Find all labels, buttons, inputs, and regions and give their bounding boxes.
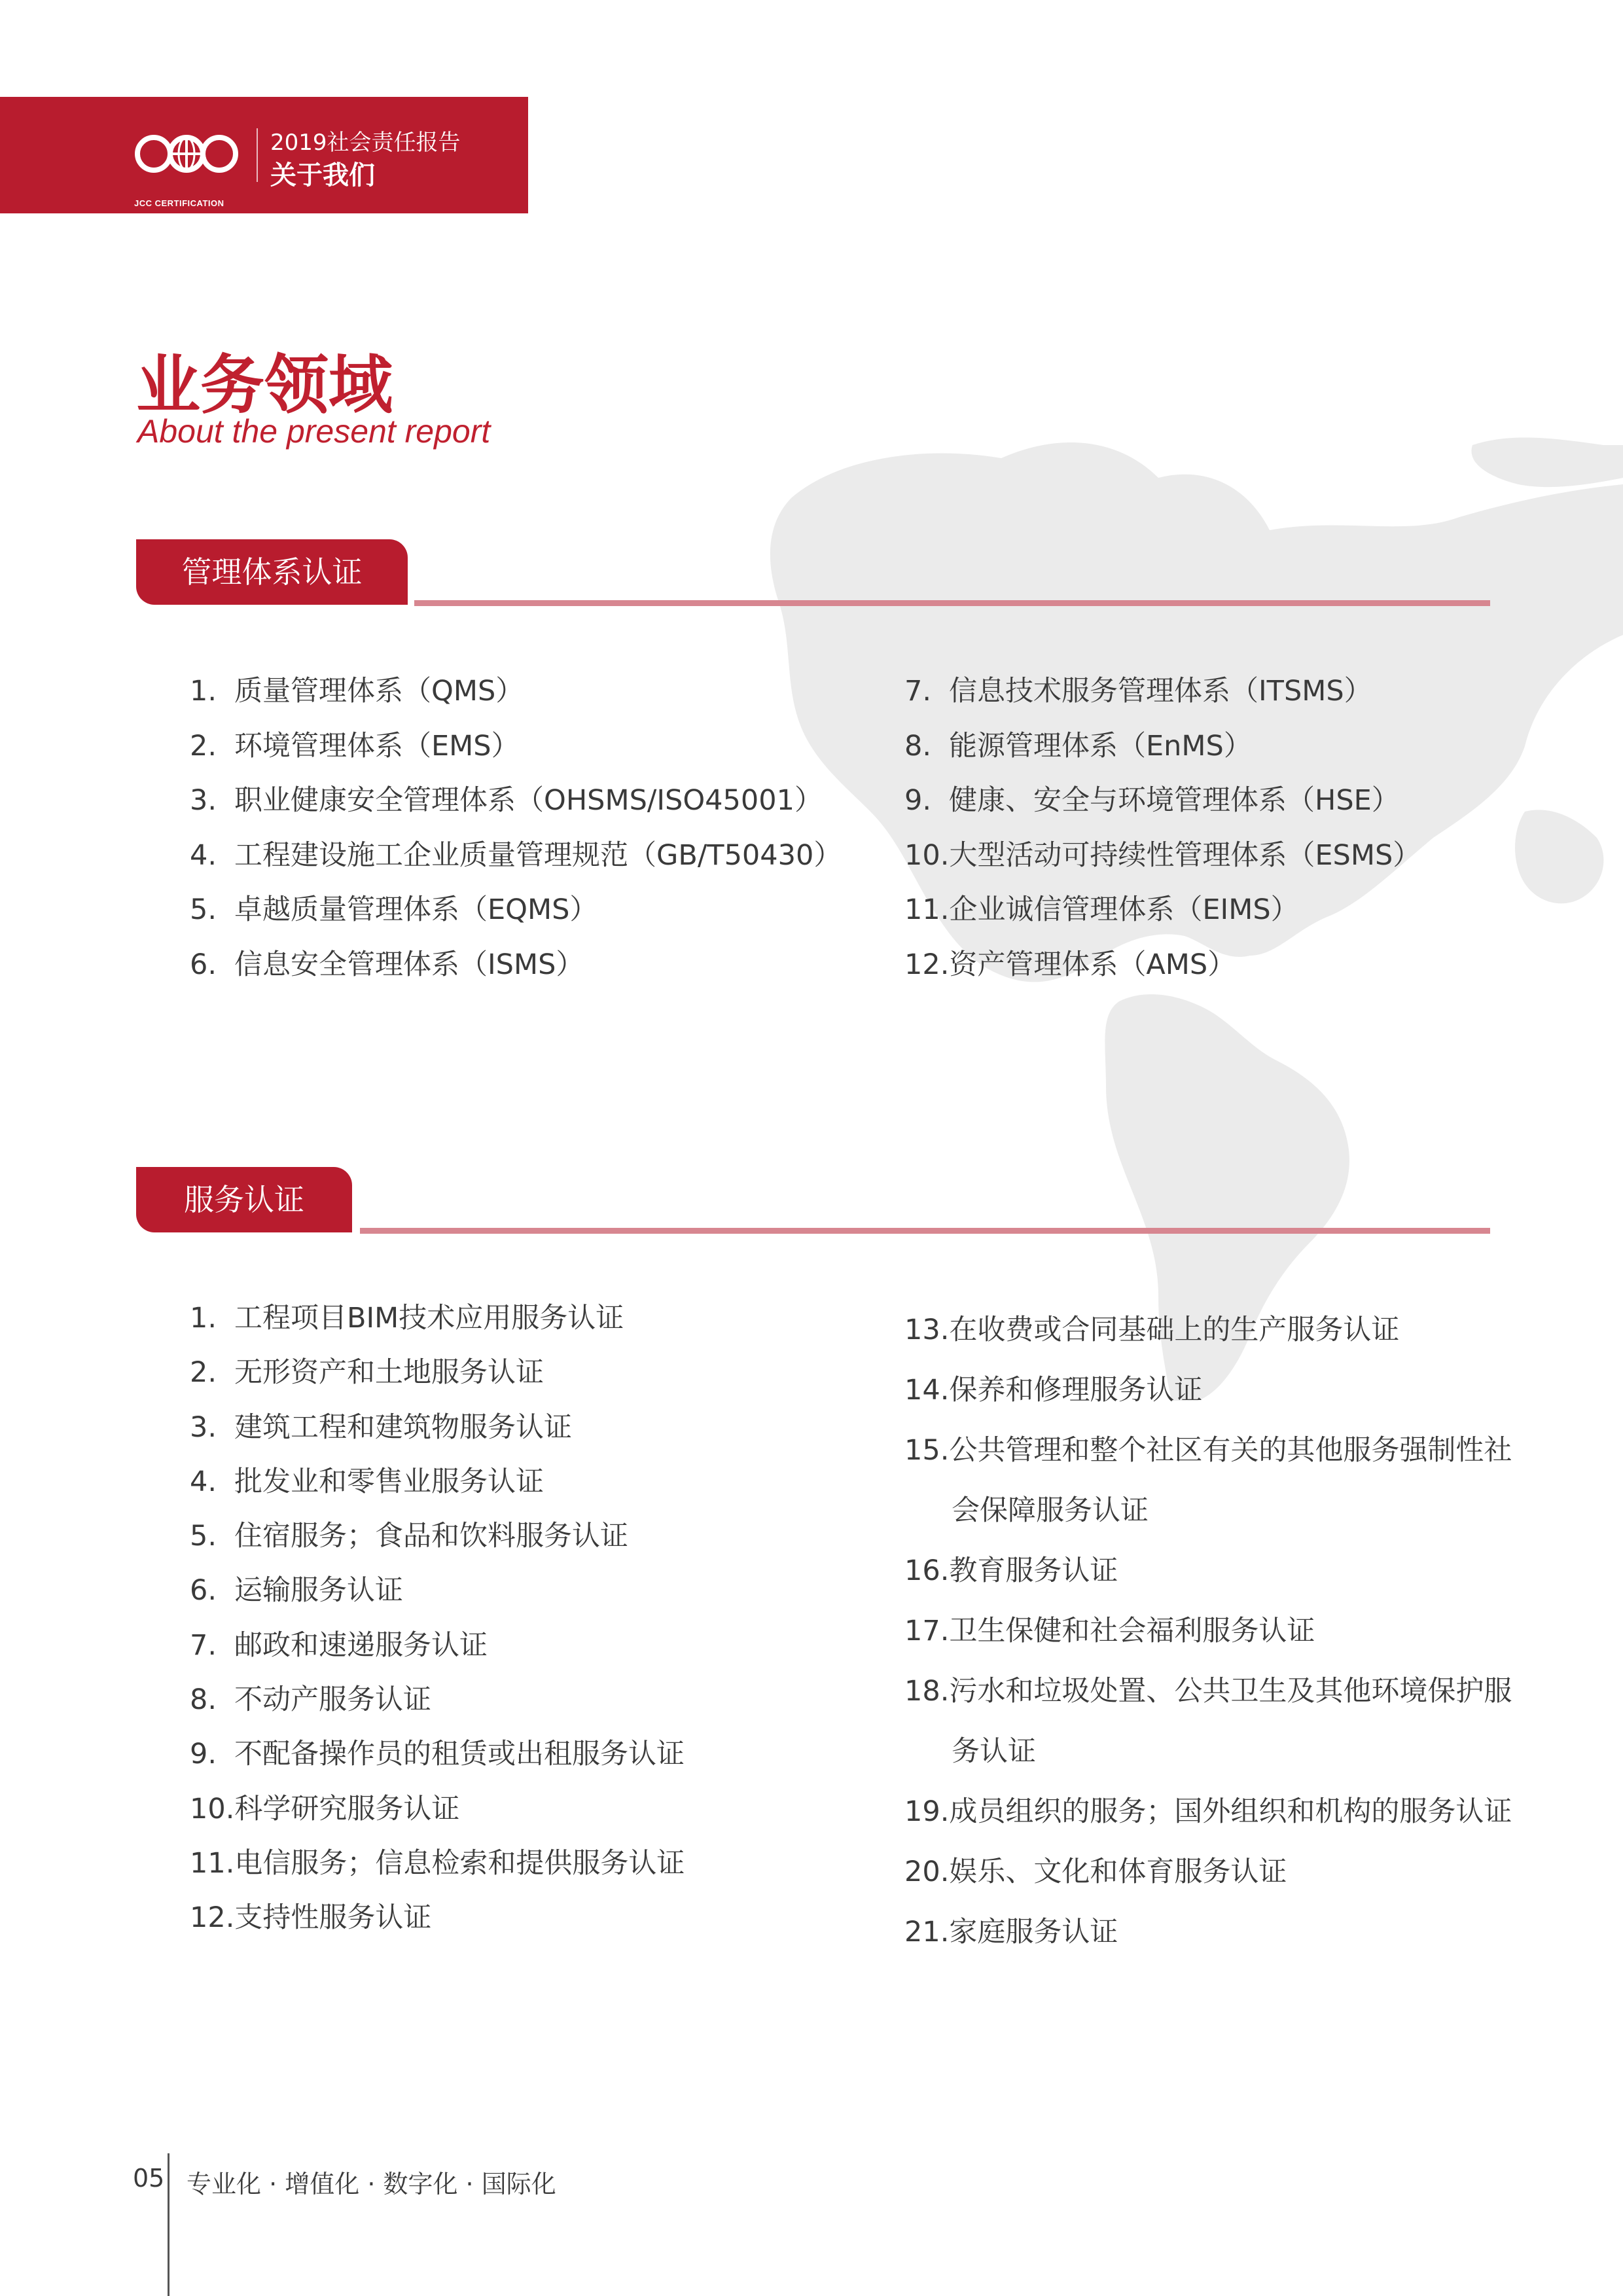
- list-item: 17.卫生保健和社会福利服务认证: [904, 1615, 1315, 1647]
- list-item: 11.企业诚信管理体系（EIMS）: [904, 893, 1299, 926]
- list-item: 9. 不配备操作员的租赁或出租服务认证: [190, 1738, 685, 1771]
- management-list-right: [904, 673, 1421, 1001]
- list-item: 3. 职业健康安全管理体系（OHSMS/ISO45001）: [190, 784, 823, 817]
- section-name: 关于我们: [270, 160, 375, 190]
- list-item: 1. 工程项目BIM技术应用服务认证: [190, 1302, 624, 1335]
- list-item: 2. 环境管理体系（EMS）: [190, 729, 520, 762]
- list-item: 6. 运输服务认证: [190, 1574, 403, 1607]
- page-title: 业务领域: [136, 348, 393, 423]
- list-item: 12.支持性服务认证: [190, 1901, 432, 1935]
- list-item: 13.在收费或合同基础上的生产服务认证: [904, 1314, 1400, 1346]
- logo-text: JCC CERTIFICATION: [134, 198, 224, 208]
- page-subtitle: About the present report: [137, 413, 491, 450]
- list-item: 4. 批发业和零售业服务认证: [190, 1465, 544, 1498]
- list-item: 10.科学研究服务认证: [190, 1792, 460, 1825]
- list-item: 14.保养和修理服务认证: [904, 1374, 1203, 1407]
- list-item: 20.娱乐、文化和体育服务认证: [904, 1856, 1287, 1888]
- list-item: 11.电信服务；信息检索和提供服务认证: [190, 1846, 685, 1880]
- section-rule: [360, 1228, 1490, 1234]
- list-item: 12.资产管理体系（AMS）: [904, 948, 1236, 981]
- header-band: [0, 97, 528, 213]
- report-title: 2019社会责任报告: [270, 130, 461, 156]
- footer-slogan: 专业化 · 增值化 · 数字化 · 国际化: [187, 2170, 556, 2198]
- logo-rings-icon: [134, 121, 239, 187]
- section-tab-services: 服务认证: [136, 1167, 352, 1232]
- list-item: 3. 建筑工程和建筑物服务认证: [190, 1410, 572, 1444]
- services-list-right: [904, 1300, 1512, 1962]
- list-item: 7. 邮政和速递服务认证: [190, 1628, 488, 1662]
- services-list-left: [190, 1300, 685, 1954]
- header-divider: [257, 128, 258, 182]
- list-item: 2. 无形资产和土地服务认证: [190, 1356, 544, 1390]
- list-item: 1. 质量管理体系（QMS）: [190, 675, 524, 708]
- list-item: 7. 信息技术服务管理体系（ITSMS）: [904, 675, 1372, 708]
- list-item: 9. 健康、安全与环境管理体系（HSE）: [904, 784, 1400, 817]
- list-item: 18.污水和垃圾处置、公共卫生及其他环境保护服 务认证: [904, 1675, 1512, 1768]
- section-rule: [414, 600, 1490, 606]
- list-item: 8. 能源管理体系（EnMS）: [904, 729, 1252, 762]
- list-item: 8. 不动产服务认证: [190, 1683, 431, 1717]
- list-item: 21.家庭服务认证: [904, 1916, 1118, 1948]
- list-item: 15.公共管理和整个社区有关的其他服务强制性社 会保障服务认证: [904, 1434, 1512, 1527]
- footer-divider: [168, 2153, 169, 2296]
- company-logo: [134, 121, 232, 208]
- list-item: 19.成员组织的服务；国外组织和机构的服务认证: [904, 1795, 1512, 1828]
- list-item: 10.大型活动可持续性管理体系（ESMS）: [904, 838, 1421, 872]
- list-item: 6. 信息安全管理体系（ISMS）: [190, 948, 584, 981]
- page-number: 05: [133, 2164, 165, 2193]
- management-list-left: [190, 673, 842, 1001]
- list-item: 16.教育服务认证: [904, 1554, 1118, 1587]
- section-tab-management: 管理体系认证: [136, 539, 408, 605]
- list-item: 5. 住宿服务；食品和饮料服务认证: [190, 1520, 628, 1553]
- list-item: 5. 卓越质量管理体系（EQMS）: [190, 893, 598, 926]
- list-item: 4. 工程建设施工企业质量管理规范（GB/T50430）: [190, 838, 842, 872]
